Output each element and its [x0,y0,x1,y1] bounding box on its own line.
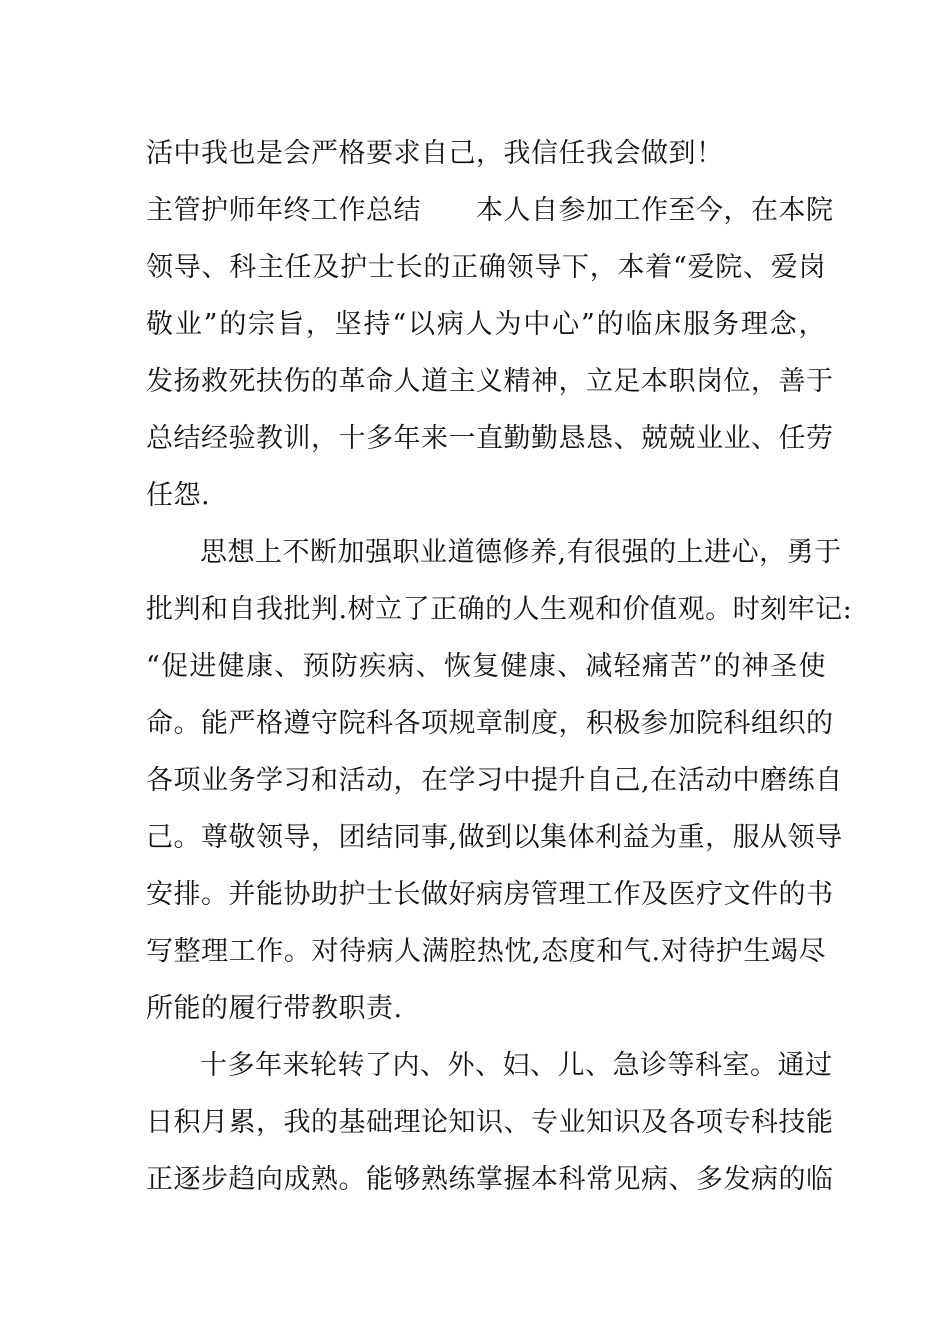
text-line-13: 己。尊敬领导，团结同事,做到以集体利益为重，服从领导 [146,822,843,853]
text-line-14: 安排。并能协助护士长做好病房管理工作及医疗文件的书 [146,879,834,910]
text-line-8: 思想上不断加强职业道德修养,有很强的上进心，勇于 [200,537,842,568]
text-line-2: 主管护师年终工作总结 本人自参加工作至今，在本院 [146,195,834,226]
text-line-3: 领导、科主任及护士长的正确领导下，本着“爱院、爱岗 [146,252,826,283]
text-line-6: 总结经验教训，十多年来一直勤勤恳恳、兢兢业业、任劳 [146,423,834,454]
text-line-16: 所能的履行带教职责. [146,993,403,1024]
text-line-10: “促进健康、预防疾病、恢复健康、减轻痛苦”的神圣使 [146,651,826,682]
text-line-4: 敬业”的宗旨，坚持“以病人为中心”的临床服务理念， [146,309,826,340]
text-line-18: 日积月累，我的基础理论知识、专业知识及各项专科技能 [146,1107,834,1138]
text-line-5: 发扬救死扶伤的革命人道主义精神，立足本职岗位，善于 [146,366,834,397]
text-line-1: 活中我也是会严格要求自己，我信任我会做到！ [146,138,724,169]
text-line-17: 十多年来轮转了内、外、妇、儿、急诊等科室。通过 [200,1050,833,1081]
text-line-7: 任怨. [146,480,211,511]
text-line-12: 各项业务学习和活动，在学习中提升自己,在活动中磨练自 [146,765,843,796]
text-line-15: 写整理工作。对待病人满腔热忱,态度和气.对待护生竭尽 [146,936,826,967]
text-line-9: 批判和自我批判.树立了正确的人生观和价值观。时刻牢记: [146,594,853,625]
text-line-11: 命。能严格遵守院科各项规章制度，积极参加院科组织的 [146,708,834,739]
text-line-19: 正逐步趋向成熟。能够熟练掌握本科常见病、多发病的临 [146,1164,834,1195]
